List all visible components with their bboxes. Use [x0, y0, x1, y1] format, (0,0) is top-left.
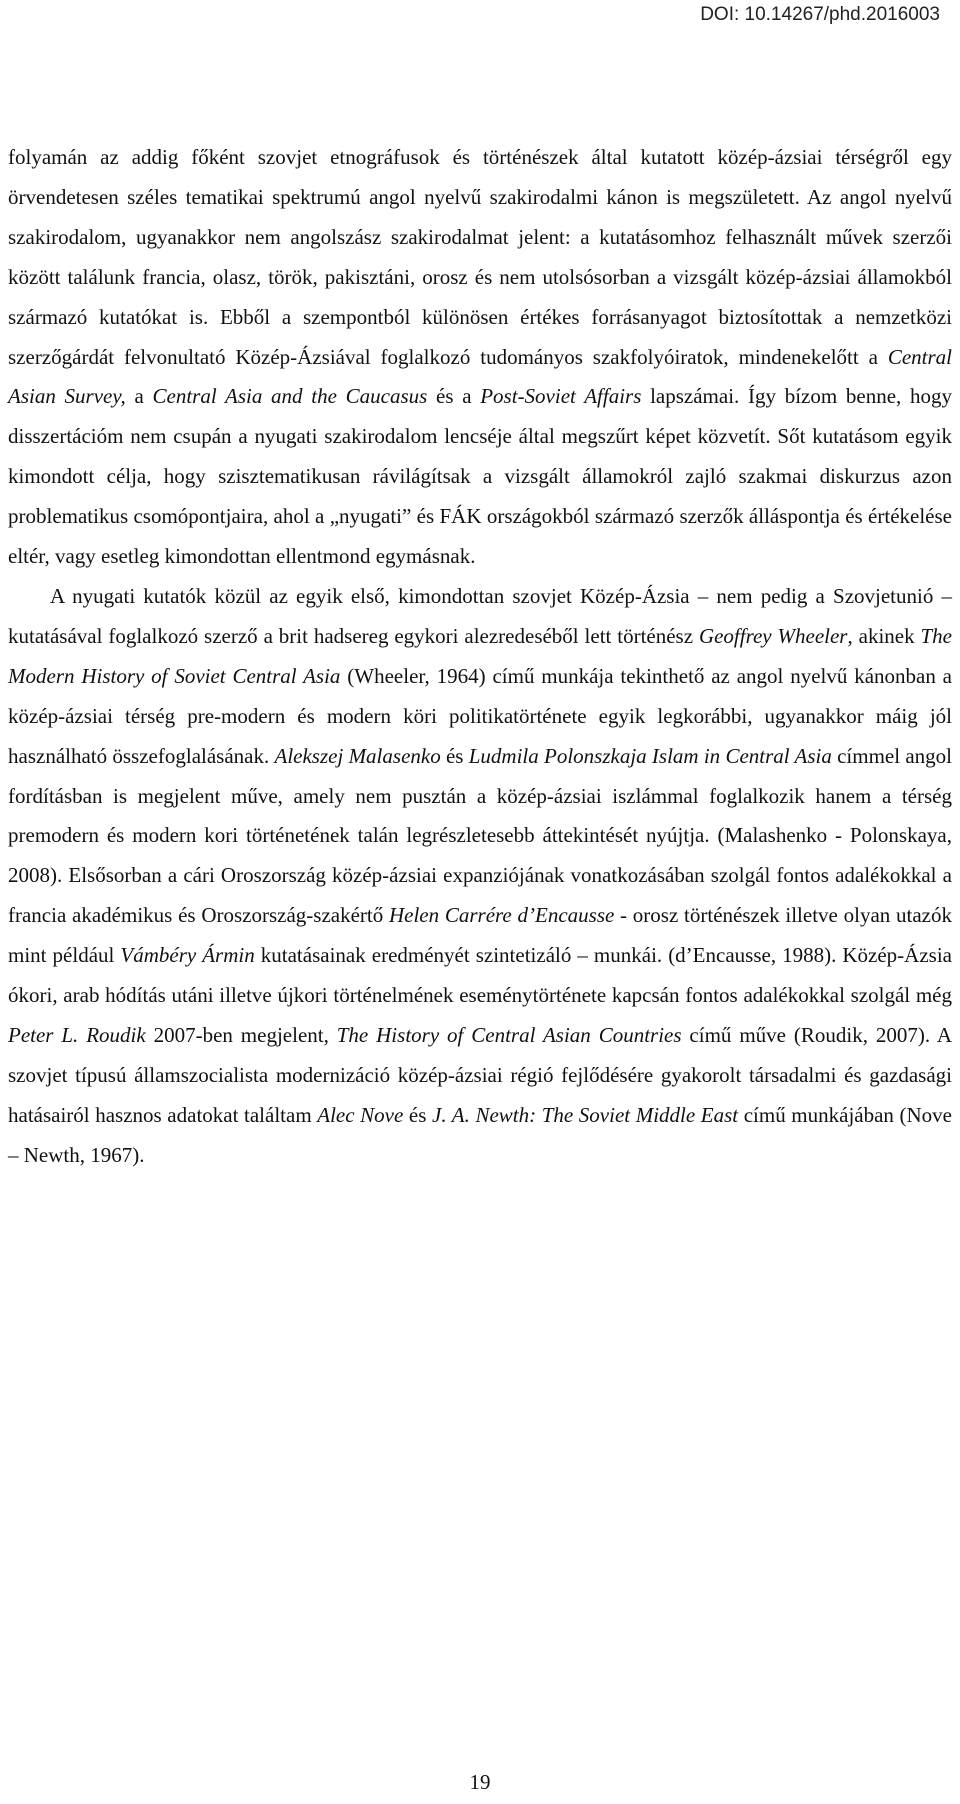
- text-run: , akinek: [847, 623, 921, 648]
- text-run: a: [125, 384, 153, 409]
- text-run: lapszámai. Így bízom benne, hogy disszertációm nem csupán a nyugati szakirodalom lencséje által megszűrt képet közvetít. Sőt kutatásom egyik kimondott célja, hogy szisztematikusan rávilágítsak a vizsgált államokról zajló szakmai diskurzus azon problematikus csomópontjaira, ahol a „nyugati” és FÁK országokból származó szerzők álláspontja és értékelése eltér, vagy esetleg kimondottan ellentmond egymásnak.: [8, 384, 952, 569]
- text-run: folyamán az addig főként szovjet etnográfusok és történészek által kutatott közép-ázsiai térségről egy örvendetesen széles tematikai spektrumú angol nyelvű szakirodalmi kánon is megszületett. Az angol nyelvű szakirodalom, ugyanakkor nem angolszász szakirodalmat jelent: a kutatásomhoz felhasznált művek szerzői között találunk francia, olasz, török, pakisztáni, orosz és nem utolsósorban a vizsgált közép-ázsiai államokból származó kutatókat is. Ebből a szempontból különösen értékes forrásanyagot biztosítottak a nemzetközi szerzőgárdát felvonultató Közép-Ázsiával foglalkozó tudományos szakfolyóiratok, mindenekelőtt a: [8, 145, 952, 369]
- italic-text-run: Vámbéry Ármin: [120, 943, 255, 968]
- paragraph-2: [8, 577, 952, 1176]
- italic-text-run: Central Asian Survey,: [8, 344, 952, 409]
- italic-text-run: Ludmila Polonszkaja Islam in Central Asia: [468, 743, 832, 768]
- italic-text-run: Geoffrey Wheeler: [698, 623, 848, 648]
- text-run: és: [440, 743, 469, 768]
- italic-text-run: Post-Soviet Affairs: [480, 384, 642, 409]
- text-run: kutatásainak eredményét szintetizáló – munkái. (d’Encausse, 1988). Közép-Ázsia ókori, arab hódítás utáni illetve újkori történelmének eseménytörténete kapcsán fontos adalékokkal szolgál még: [8, 943, 952, 1008]
- text-run: - orosz történészek illetve olyan utazók mint például: [8, 903, 952, 968]
- italic-text-run: Peter L. Roudik: [8, 1022, 146, 1047]
- text-run: címmel angol fordításban is megjelent műve, amely nem pusztán a közép-ázsiai iszlámmal foglalkozik hanem a térség premodern és modern kori történetének talán legrészletesebb áttekintését nyújtja. (Malashenko - Polonskaya, 2008). Elsősorban a cári Oroszország közép-ázsiai expanziójának vonatkozásában szolgál fontos adalékokkal a francia akadémikus és Oroszország-szakértő: [8, 743, 952, 928]
- document-body: [8, 138, 952, 1176]
- paragraph-1: [8, 138, 952, 577]
- text-run: című munkájában (Nove – Newth, 1967).: [8, 1102, 953, 1167]
- text-run: című műve (Roudik, 2007). A szovjet típusú államszocialista modernizáció közép-ázsiai régió fejlődésére gyakorolt társadalmi és gazdasági hatásairól hasznos adatokat találtam: [8, 1022, 952, 1127]
- text-run: 2007-ben megjelent,: [145, 1022, 337, 1047]
- text-run: (Wheeler, 1964) című munkája tekinthető az angol nyelvű kánonban a közép-ázsiai térség pre-modern és modern köri politikatörténete egyik legkorábbi, ugyanakkor máig jól használható összefoglalásának.: [8, 663, 952, 768]
- page-number: 19: [469, 1770, 491, 1794]
- italic-text-run: J. A. Newth: The Soviet Middle East: [432, 1102, 739, 1127]
- text-run: és a: [427, 384, 481, 409]
- italic-text-run: The Modern History of Soviet Central Asia: [8, 623, 952, 688]
- text-run: és: [403, 1102, 432, 1127]
- doi-header: DOI: 10.14267/phd.2016003: [700, 4, 940, 25]
- italic-text-run: The History of Central Asian Countries: [336, 1022, 682, 1047]
- italic-text-run: Alec Nove: [317, 1102, 404, 1127]
- italic-text-run: Central Asia and the Caucasus: [152, 384, 428, 409]
- italic-text-run: Alekszej Malasenko: [274, 743, 441, 768]
- text-run: A nyugati kutatók közül az egyik első, kimondottan szovjet Közép-Ázsia – nem pedig a Szovjetunió – kutatásával foglalkozó szerző a brit hadsereg egykori alezredeséből lett történész: [8, 583, 952, 648]
- italic-text-run: Helen Carrére d’Encausse: [388, 903, 615, 928]
